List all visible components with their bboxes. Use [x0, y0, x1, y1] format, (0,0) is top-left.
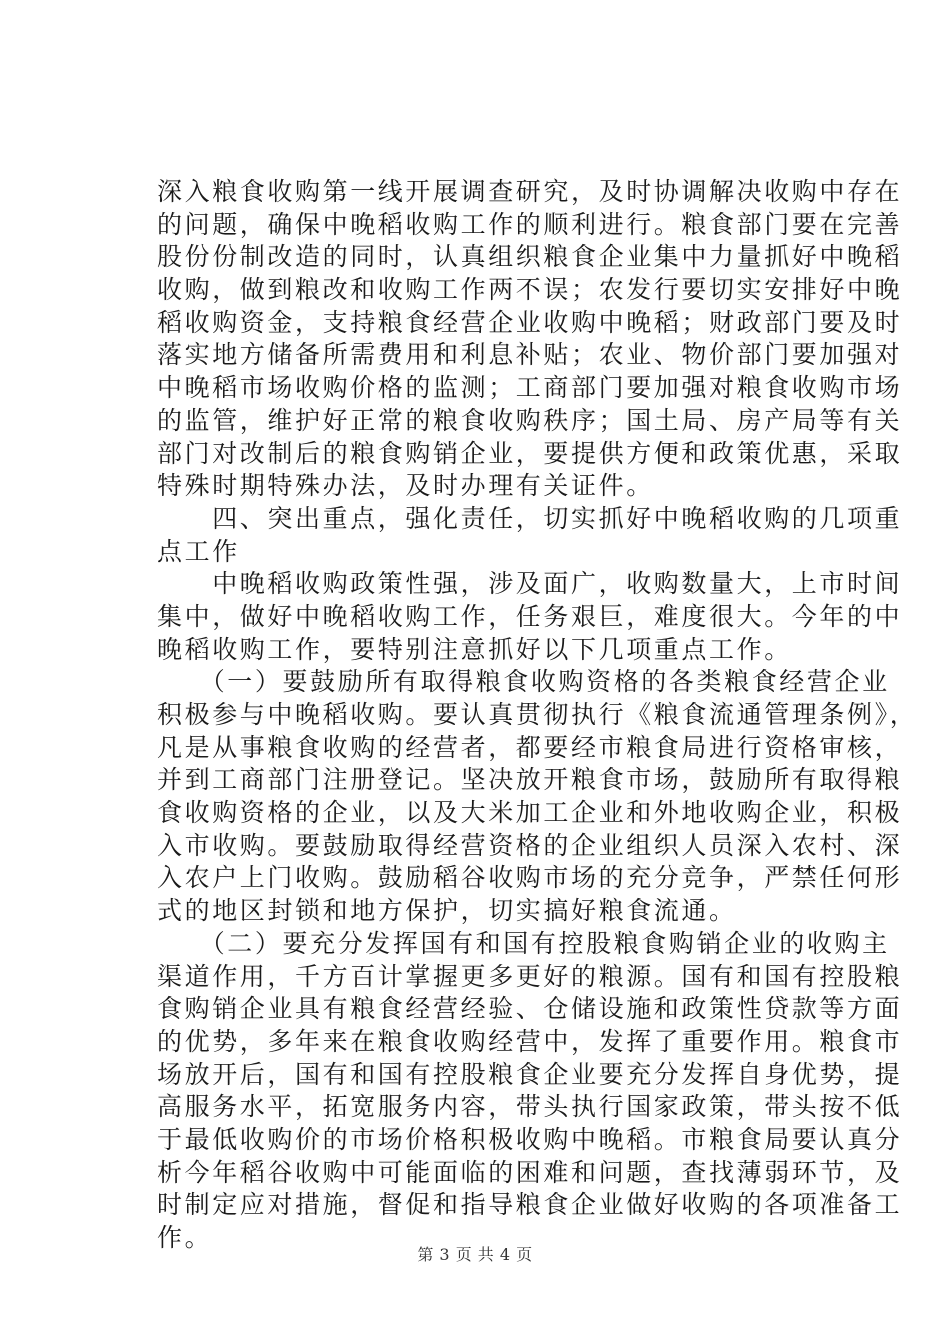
text-line: 入农户上门收购。鼓励稻谷收购市场的充分竞争，严禁任何形 [157, 863, 903, 893]
section-heading-line: 四、突出重点，强化责任，切实抓好中晚稻收购的几项重 [157, 503, 903, 533]
text-line: 凡是从事粮食收购的经营者，都要经市粮食局进行资格审核， [157, 732, 903, 762]
text-line: （二）要充分发挥国有和国有控股粮食购销企业的收购主 [157, 928, 890, 958]
text-line: 的问题，确保中晚稻收购工作的顺利进行。粮食部门要在完善 [157, 209, 903, 239]
text-line: 的优势，多年来在粮食收购经营中，发挥了重要作用。粮食市 [157, 1026, 903, 1056]
text-line: 中晚稻市场收购价格的监测；工商部门要加强对粮食收购市场 [157, 373, 903, 403]
text-line: 积极参与中晚稻收购。要认真贯彻执行《粮食流通管理条例》， [157, 700, 918, 729]
text-line: 析今年稻谷收购中可能面临的困难和问题，查找薄弱环节，及 [157, 1157, 903, 1187]
text-line: 入市收购。要鼓励取得经营资格的企业组织人员深入农村、深 [157, 830, 903, 860]
text-line: 于最低收购价的市场价格积极收购中晚稻。市粮食局要认真分 [157, 1124, 903, 1154]
text-line: 高服务水平，拓宽服务内容，带头执行国家政策，带头按不低 [157, 1092, 903, 1122]
text-line: 的监管，维护好正常的粮食收购秩序；国土局、房产局等有关 [157, 405, 903, 435]
document-body [157, 176, 918, 1255]
text-line: 作。 [157, 1223, 213, 1252]
text-line: 稻收购资金，支持粮食经营企业收购中晚稻；财政部门要及时 [157, 307, 903, 337]
text-line: 晚稻收购工作，要特别注意抓好以下几项重点工作。 [157, 634, 792, 664]
section-heading-line: 点工作 [157, 536, 240, 566]
text-line: 式的地区封锁和地方保护，切实搞好粮食流通。 [157, 896, 737, 926]
text-line: 食购销企业具有粮食经营经验、仓储设施和政策性贷款等方面 [157, 994, 903, 1024]
text-line: 落实地方储备所需费用和利息补贴；农业、物价部门要加强对 [157, 340, 903, 370]
text-line: 中晚稻收购政策性强，涉及面广，收购数量大，上市时间 [157, 569, 903, 599]
text-line: 集中，做好中晚稻收购工作，任务艰巨，难度很大。今年的中 [157, 601, 903, 631]
text-line: 股份份制改造的同时，认真组织粮食企业集中力量抓好中晚稻 [157, 242, 903, 272]
page-number-footer: 第 3 页 共 4 页 [417, 1245, 533, 1264]
text-line: 食收购资格的企业，以及大米加工企业和外地收购企业，积极 [157, 798, 903, 828]
text-line: 深入粮食收购第一线开展调查研究，及时协调解决收购中存在 [157, 177, 903, 206]
text-line: 收购，做到粮改和收购工作两不误；农发行要切实安排好中晚 [157, 275, 903, 305]
text-line: 并到工商部门注册登记。坚决放开粮食市场，鼓励所有取得粮 [157, 765, 903, 795]
text-line: 时制定应对措施，督促和指导粮食企业做好收购的各项准备工 [157, 1190, 903, 1220]
text-line: （一）要鼓励所有取得粮食收购资格的各类粮食经营企业 [157, 667, 890, 697]
text-line: 场放开后，国有和国有控股粮食企业要充分发挥自身优势，提 [157, 1059, 903, 1089]
text-line: 部门对改制后的粮食购销企业，要提供方便和政策优惠，采取 [157, 438, 903, 468]
text-line: 渠道作用，千方百计掌握更多更好的粮源。国有和国有控股粮 [157, 961, 903, 991]
text-line: 特殊时期特殊办法，及时办理有关证件。 [157, 471, 654, 501]
